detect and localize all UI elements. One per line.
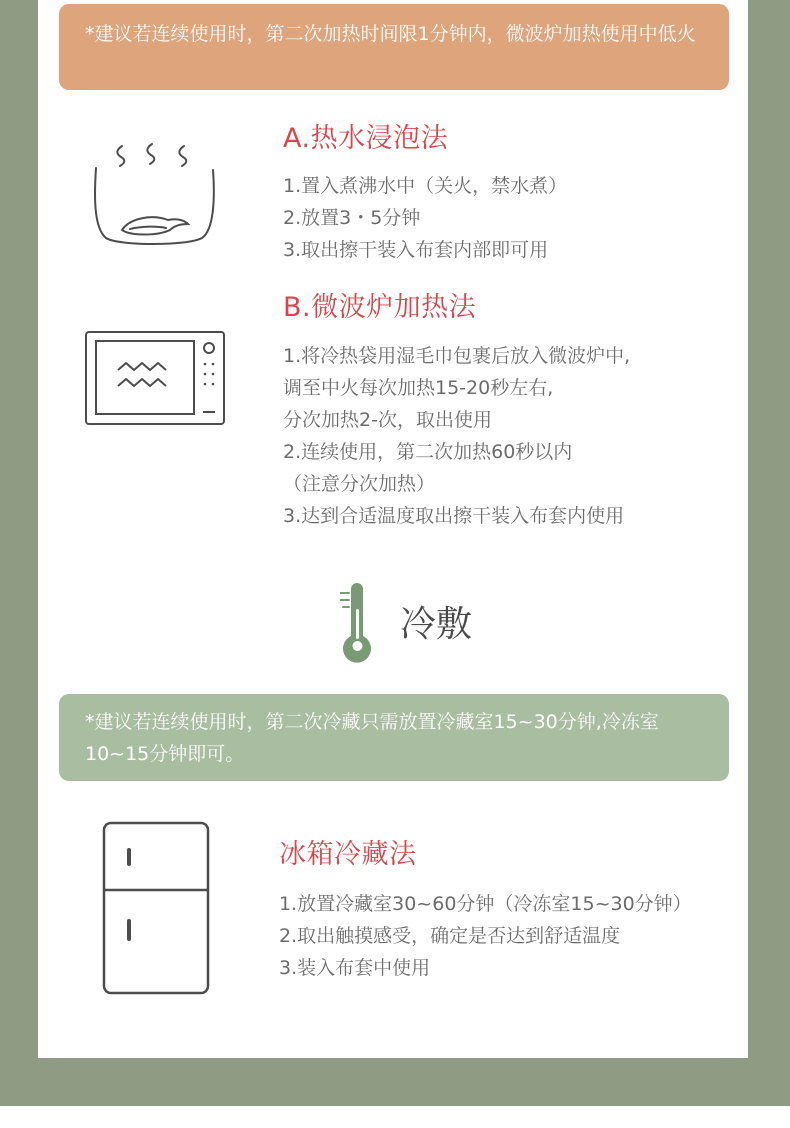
fridge-step: 2.取出触摸感受，确定是否达到舒适温度: [279, 925, 621, 947]
thermometer-icon: [340, 583, 380, 663]
heating-tip-text: *建议若连续使用时，第二次加热时间限1分钟内，微波炉加热使用中低火: [85, 23, 696, 45]
fridge-section: [279, 837, 692, 984]
cold-compress-title: 冷敷: [400, 604, 473, 645]
microwave-step: 调至中火每次加热15-20秒左右,: [283, 377, 554, 399]
hot-water-title: A.热水浸泡法: [283, 123, 449, 154]
microwave-icon: [84, 330, 226, 426]
hot-water-step: 2.放置3・5分钟: [283, 207, 421, 229]
cooling-tip-banner: [59, 694, 729, 781]
microwave-step: 2.连续使用，第二次加热60秒以内: [283, 441, 573, 463]
fridge-title: 冰箱冷藏法: [279, 839, 417, 870]
cooling-tip-text: *建议若连续使用时，第二次冷藏只需放置冷藏室15~30分钟,冷冻室10~15分钟即可。: [85, 711, 659, 765]
microwave-step: 3.达到合适温度取出擦干装入布套内使用: [283, 505, 625, 527]
microwave-step: 分次加热2-次，取出使用: [283, 409, 492, 431]
hot-water-section: [283, 121, 567, 266]
microwave-step: 1.将冷热袋用湿毛巾包裹后放入微波炉中,: [283, 345, 631, 367]
pot-icon: [88, 138, 222, 248]
microwave-step: （注意分次加热）: [283, 473, 436, 495]
heating-tip-banner: [59, 4, 729, 90]
hot-water-step: 3.取出擦干装入布套内部即可用: [283, 239, 549, 261]
hot-water-step: 1.置入煮沸水中（关火，禁水煮）: [283, 175, 568, 197]
fridge-icon: [102, 821, 210, 995]
cold-compress-heading: [340, 583, 540, 663]
fridge-step: 1.放置冷藏室30~60分钟（冷冻室15~30分钟）: [279, 893, 692, 915]
microwave-title: B.微波炉加热法: [283, 292, 477, 323]
microwave-section: [283, 290, 630, 532]
fridge-step: 3.装入布套中使用: [279, 957, 431, 979]
